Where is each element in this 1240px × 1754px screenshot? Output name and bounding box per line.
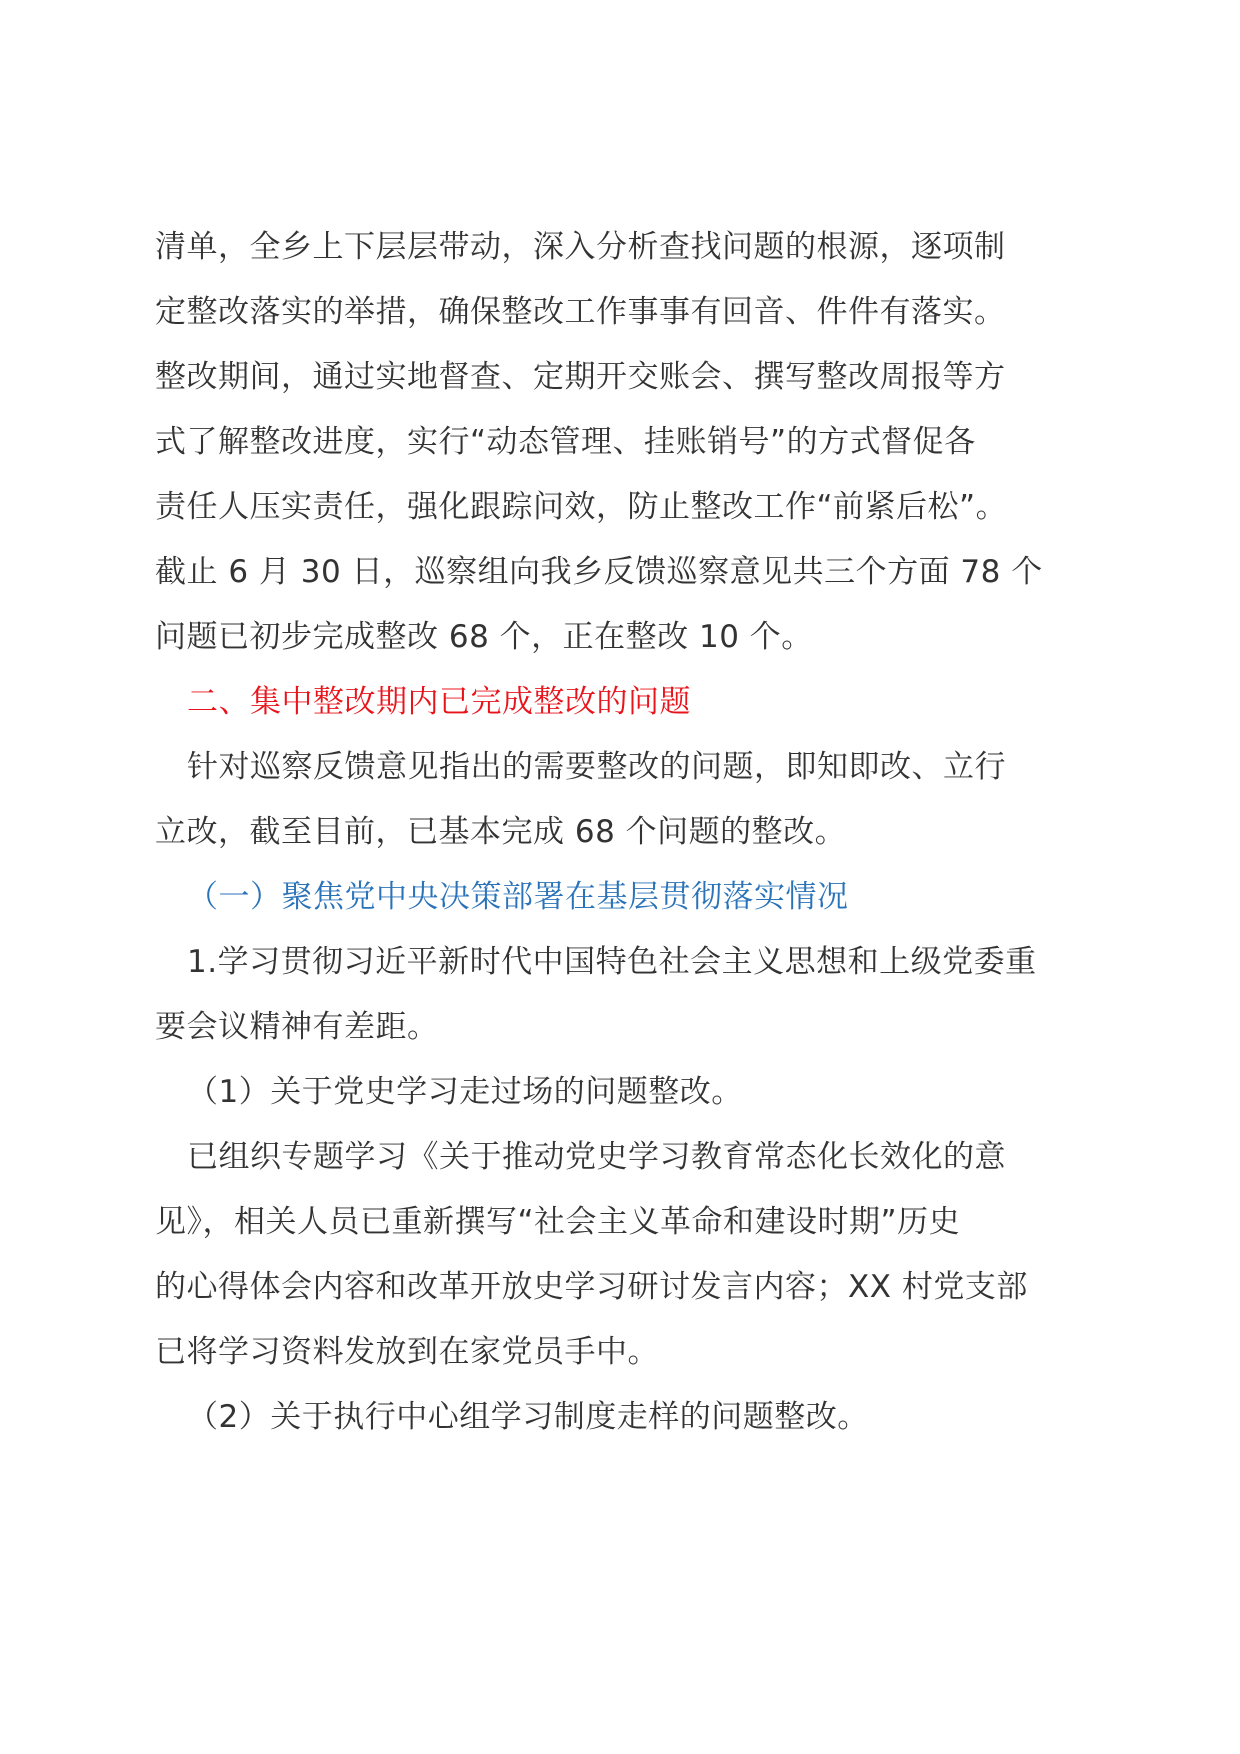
sub-item-heading: （2）关于执行中心组学习制度走样的问题整改。: [187, 1399, 869, 1435]
paragraph-line: 式了解整改进度，实行“动态管理、挂账销号”的方式督促各: [155, 424, 976, 460]
paragraph-line: 已将学习资料发放到在家党员手中。: [155, 1334, 659, 1370]
paragraph-line: 责任人压实责任，强化跟踪问效，防止整改工作“前紧后松”。: [155, 489, 1008, 525]
paragraph-line: 整改期间，通过实地督查、定期开交账会、撰写整改周报等方: [155, 359, 1006, 395]
document-body: [155, 215, 1100, 1450]
paragraph-line: 问题已初步完成整改 68 个，正在整改 10 个。: [155, 619, 813, 655]
subsection-heading: （一）聚焦党中央决策部署在基层贯彻落实情况: [187, 879, 849, 915]
paragraph-line: 的心得体会内容和改革开放史学习研讨发言内容；XX 村党支部: [155, 1269, 1028, 1305]
paragraph-line: 要会议精神有差距。: [155, 1009, 439, 1045]
paragraph-line: 针对巡察反馈意见指出的需要整改的问题，即知即改、立行: [187, 749, 1006, 785]
paragraph-line: 立改，截至目前，已基本完成 68 个问题的整改。: [155, 814, 847, 850]
numbered-item: 1.学习贯彻习近平新时代中国特色社会主义思想和上级党委重: [187, 944, 1037, 980]
sub-item-heading: （1）关于党史学习走过场的问题整改。: [187, 1074, 743, 1110]
paragraph-line: 见》，相关人员已重新撰写“社会主义革命和建设时期”历史: [155, 1204, 961, 1240]
paragraph-line: 定整改落实的举措，确保整改工作事事有回音、件件有落实。: [155, 294, 1006, 330]
paragraph-line: 清单，全乡上下层层带动，深入分析查找问题的根源，逐项制: [155, 229, 1006, 265]
section-heading: 二、集中整改期内已完成整改的问题: [187, 684, 691, 720]
paragraph-line: 截止 6 月 30 日，巡察组向我乡反馈巡察意见共三个方面 78 个: [155, 554, 1043, 590]
paragraph-line: 已组织专题学习《关于推动党史学习教育常态化长效化的意: [187, 1139, 1006, 1175]
